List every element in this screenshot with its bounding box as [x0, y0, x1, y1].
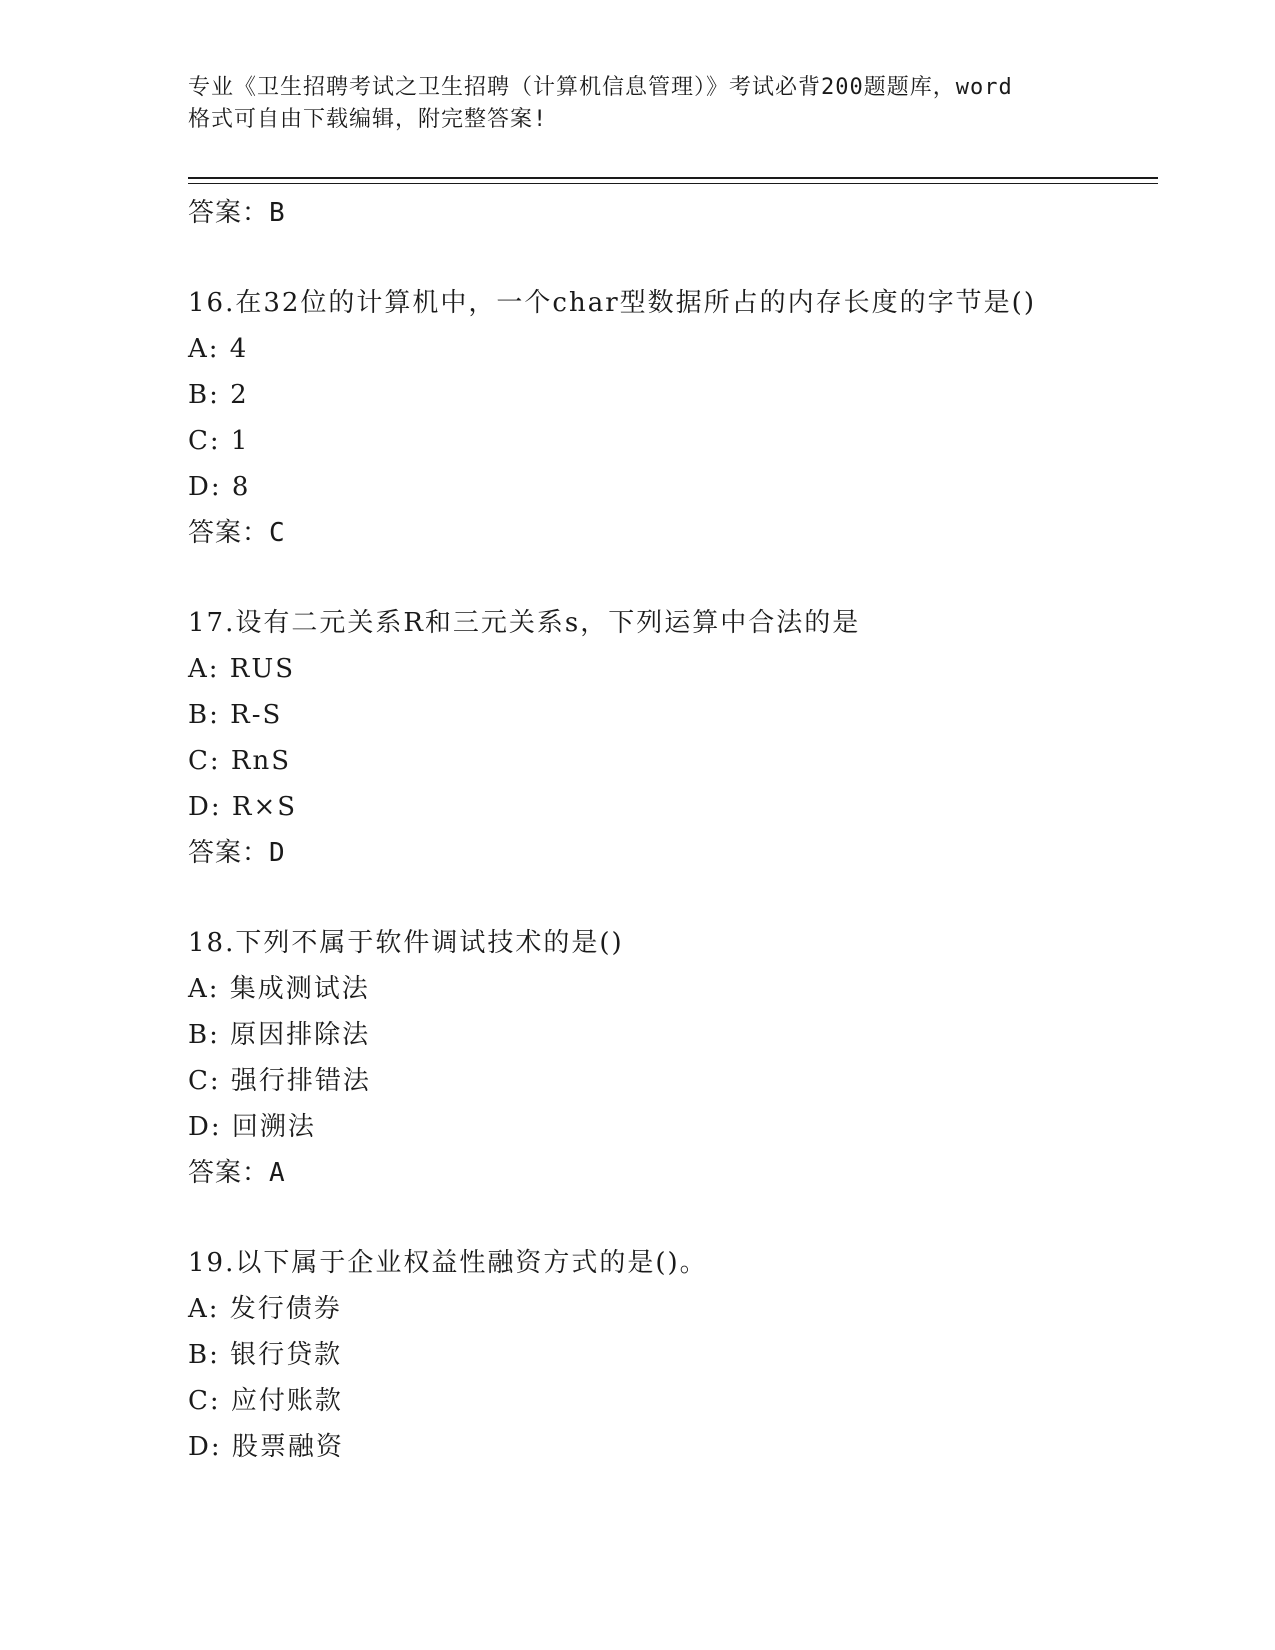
answer-line: 答案：C	[188, 518, 286, 548]
question-text: 19.以下属于企业权益性融资方式的是()。	[188, 1248, 708, 1278]
question-block-19	[188, 1240, 1158, 1470]
option-d: D: R×S	[188, 792, 298, 822]
question-block-16	[188, 280, 1158, 556]
option-b: B: 2	[188, 380, 249, 410]
question-text: 18.下列不属于软件调试技术的是()	[188, 928, 624, 958]
question-list	[188, 190, 1158, 1470]
question-block-17	[188, 600, 1158, 876]
option-a: A: 4	[188, 334, 249, 364]
answer-line: 答案：A	[188, 1158, 286, 1188]
option-b: B: R-S	[188, 700, 283, 730]
option-a: A: 集成测试法	[188, 974, 370, 1004]
option-a: A: RUS	[188, 654, 296, 684]
option-c: C: RnS	[188, 746, 292, 776]
header-divider-thin	[188, 183, 1158, 184]
option-d: D: 股票融资	[188, 1432, 344, 1462]
question-text: 16.在32位的计算机中，一个char型数据所占的内存长度的字节是()	[188, 288, 1036, 318]
question-block-18	[188, 920, 1158, 1196]
header-line-2: 格式可自由下载编辑，附完整答案!	[188, 107, 548, 132]
option-c: C: 应付账款	[188, 1386, 343, 1416]
document-header	[188, 72, 1088, 136]
answer-line: 答案：B	[188, 198, 286, 228]
option-a: A: 发行债券	[188, 1294, 342, 1324]
header-line-1: 专业《卫生招聘考试之卫生招聘（计算机信息管理）》考试必背200题题库，word	[188, 75, 1013, 100]
option-d: D: 回溯法	[188, 1112, 316, 1142]
question-text: 17.设有二元关系R和三元关系s，下列运算中合法的是	[188, 608, 861, 638]
answer-line: 答案：D	[188, 838, 286, 868]
option-b: B: 原因排除法	[188, 1020, 371, 1050]
header-divider	[188, 177, 1158, 179]
option-c: C: 强行排错法	[188, 1066, 371, 1096]
option-d: D: 8	[188, 472, 251, 502]
option-c: C: 1	[188, 426, 250, 456]
option-b: B: 银行贷款	[188, 1340, 343, 1370]
